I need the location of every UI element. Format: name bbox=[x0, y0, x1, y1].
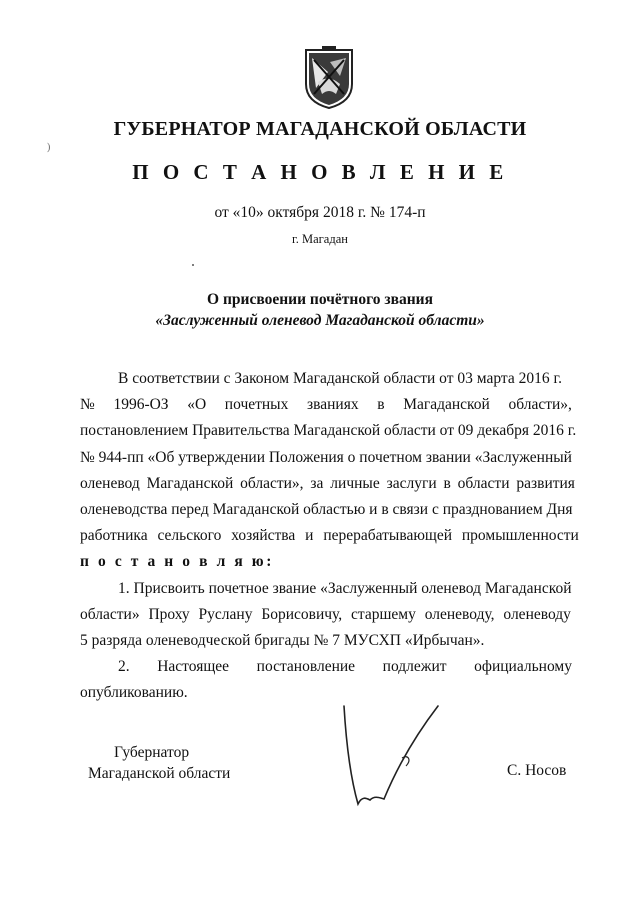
position-line-1: Губернатор bbox=[114, 744, 190, 761]
decree-word: п о с т а н о в л я ю: bbox=[80, 553, 275, 571]
body-line: № 944-пп «Об утверждении Положения о почетном звании «Заслуженный bbox=[80, 448, 572, 466]
item-1-line: 1. Присвоить почетное звание «Заслуженный оленевод Магаданской bbox=[118, 579, 572, 597]
coat-of-arms-icon bbox=[300, 44, 358, 110]
document-city: г. Магадан bbox=[292, 232, 348, 246]
scan-speck bbox=[192, 264, 194, 266]
body-line: постановлением Правительства Магаданской области от 09 декабря 2016 г. bbox=[80, 422, 577, 440]
body-line: оленеводства перед Магаданской областью и в связи с празднованием Дня bbox=[80, 500, 573, 518]
document-subject bbox=[0, 289, 640, 331]
body-line: № 1996-ОЗ «О почетных званиях в Магаданской области», bbox=[80, 396, 572, 414]
document-date-number: от «10» октября 2018 г. № 174-п bbox=[214, 204, 426, 221]
body-line: В соответствии с Законом Магаданской области от 03 марта 2016 г. bbox=[118, 370, 562, 387]
subject-line-1: О присвоении почётного звания bbox=[207, 291, 433, 308]
item-1-line: 5 разряда оленеводческой бригады № 7 МУСХП «Ирбычан». bbox=[80, 631, 485, 649]
item-1-line: области» Проху Руслану Борисовичу, старшему оленеводу, оленеводу bbox=[80, 605, 571, 623]
position-line-2: Магаданской области bbox=[88, 765, 231, 782]
signatory-name: С. Носов bbox=[507, 762, 567, 779]
body-line: оленевод Магаданской области», за личные заслуги в области развития bbox=[80, 474, 575, 492]
item-2-line: 2. Настоящее постановление подлежит официальному bbox=[118, 658, 572, 676]
document-body bbox=[80, 366, 579, 706]
subject-line-2: «Заслуженный оленевод Магаданской области» bbox=[155, 312, 485, 329]
document-type: П О С Т А Н О В Л Е Н И Е bbox=[132, 160, 508, 184]
body-line: работника сельского хозяйства и перерабатывающей промышленности bbox=[80, 527, 579, 545]
handwritten-signature bbox=[340, 700, 460, 818]
issuer-title: ГУБЕРНАТОР МАГАДАНСКОЙ ОБЛАСТИ bbox=[113, 118, 527, 140]
item-2-line: опубликованию. bbox=[80, 684, 188, 702]
signatory-position bbox=[88, 742, 230, 784]
margin-mark: ) bbox=[47, 142, 51, 153]
